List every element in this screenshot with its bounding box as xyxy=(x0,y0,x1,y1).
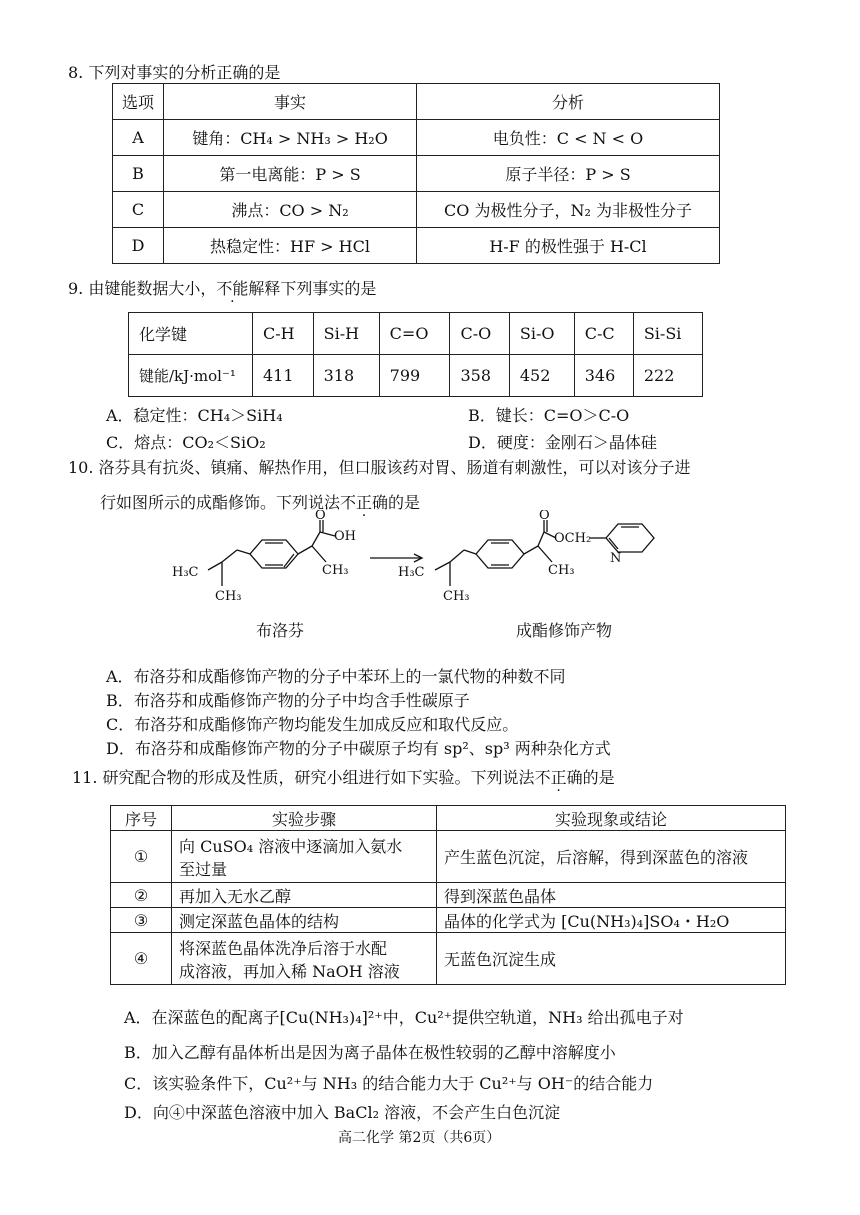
q11-row-result: 得到深蓝色晶体 xyxy=(437,883,786,908)
bond-line xyxy=(298,546,312,554)
table-row xyxy=(111,933,786,985)
q11-row-no: ④ xyxy=(111,933,172,985)
q9-energy: 318 xyxy=(313,355,379,397)
q8-row-option: B xyxy=(113,156,164,192)
q10-stem-emphasis: 不正确 xyxy=(340,493,389,512)
q9-stem-before: 由键能数据大小， xyxy=(88,279,217,298)
q9-energy: 799 xyxy=(379,355,450,397)
bond-line xyxy=(450,550,464,562)
q11-step-line2: 至过量 xyxy=(179,859,228,879)
q11-option-b: B．加入乙醇有晶体析出是因为离子晶体在极性较弱的乙醇中溶解度小 xyxy=(124,1043,616,1062)
table-row xyxy=(113,120,720,156)
q9-energy: 452 xyxy=(509,355,574,397)
q10-label-ibuprofen: 布洛芬 xyxy=(256,621,305,640)
bond-line xyxy=(320,532,335,536)
q11-row-step: 再加入无水乙醇 xyxy=(172,883,437,908)
q9-table xyxy=(128,312,703,397)
chem-o-left: O xyxy=(315,510,326,523)
chem-h3c-right: H₃C xyxy=(398,565,425,580)
chem-n: N xyxy=(610,551,622,566)
bond-line xyxy=(237,550,250,554)
table-row xyxy=(129,313,703,355)
q11-option-c: C．该实验条件下，Cu²⁺与 NH₃ 的结合能力大于 Cu²⁺与 OH⁻的结合能力 xyxy=(124,1074,654,1093)
table-row xyxy=(113,156,720,192)
chem-ch3-left: CH₃ xyxy=(322,563,349,578)
q10-stem-after: 的是 xyxy=(388,493,421,512)
q11-step-line1: 将深蓝色晶体洗净后溶于水配 xyxy=(179,938,388,958)
q9-stem-after: 解释下列事实的是 xyxy=(248,279,377,298)
q11-row-result: 晶体的化学式为 [Cu(NH₃)₄]SO₄・H₂O xyxy=(437,908,786,933)
q11-step-line1: 向 CuSO₄ 溶液中逐滴加入氨水 xyxy=(179,836,403,856)
chem-o-right: O xyxy=(539,510,550,523)
q9-option-c: C．熔点：CO₂＜SiO₂ xyxy=(106,433,266,452)
q8-row-option: D xyxy=(113,228,164,264)
q8-row-analysis: H-F 的极性强于 H-Cl xyxy=(417,228,720,264)
q8-table xyxy=(112,83,720,264)
bond-line xyxy=(538,532,544,546)
q8-header-option: 选项 xyxy=(113,84,164,120)
q10-option-a: A．布洛芬和成酯修饰产物的分子中苯环上的一氯代物的种数不同 xyxy=(106,667,566,686)
table-row xyxy=(113,228,720,264)
bond-line xyxy=(208,562,222,570)
q10-stem-line1 xyxy=(68,455,691,478)
table-row xyxy=(129,355,703,397)
q11-row-no: ① xyxy=(111,831,172,883)
chem-och2: OCH₂ xyxy=(554,531,592,546)
q10-number: 10. xyxy=(68,458,94,477)
q8-stem xyxy=(68,60,280,83)
chem-oh: OH xyxy=(334,529,356,544)
chem-ch3-bottom-right: CH₃ xyxy=(443,589,470,604)
q11-header-no: 序号 xyxy=(111,806,172,831)
bond-line xyxy=(312,532,320,546)
q9-energy: 346 xyxy=(574,355,633,397)
table-row xyxy=(111,831,786,883)
benzene-ring xyxy=(250,540,298,568)
q9-bond: Si-O xyxy=(509,313,574,355)
q10-option-b: B．布洛芬和成酯修饰产物的分子中均含手性碳原子 xyxy=(106,691,470,710)
table-row xyxy=(111,908,786,933)
q9-energy: 222 xyxy=(633,355,702,397)
bond-line xyxy=(435,562,450,570)
q11-row-no: ② xyxy=(111,883,172,908)
bond-line xyxy=(312,546,326,562)
q9-label-bond: 化学键 xyxy=(129,313,253,355)
q8-stem-text: 下列对事实的分析正确的是 xyxy=(88,63,281,82)
q8-row-analysis: CO 为极性分子，N₂ 为非极性分子 xyxy=(417,192,720,228)
q11-option-d: D．向④中深蓝色溶液中加入 BaCl₂ 溶液，不会产生白色沉淀 xyxy=(124,1103,561,1122)
q11-option-a: A．在深蓝色的配离子[Cu(NH₃)₄]²⁺中，Cu²⁺提供空轨道，NH₃ 给出孤电子对 xyxy=(124,1008,684,1027)
q8-row-fact: 沸点：CO > N₂ xyxy=(164,192,417,228)
q8-number: 8. xyxy=(68,63,84,82)
q11-table xyxy=(110,805,786,985)
q11-number: 11. xyxy=(72,768,98,787)
q8-row-option: A xyxy=(113,120,164,156)
q10-option-c: C．布洛芬和成酯修饰产物均能发生加成反应和取代反应。 xyxy=(106,715,519,734)
q11-step-line2: 成溶液，再加入稀 NaOH 溶液 xyxy=(179,961,400,981)
q8-row-fact: 热稳定性：HF > HCl xyxy=(164,228,417,264)
q9-bond: C-C xyxy=(574,313,633,355)
q8-header-analysis: 分析 xyxy=(417,84,720,120)
q11-header-result: 实验现象或结论 xyxy=(437,806,786,831)
q8-header-fact: 事实 xyxy=(164,84,417,120)
benzene-ring xyxy=(476,540,524,568)
bond-line xyxy=(524,546,538,554)
chem-h3c-left: H₃C xyxy=(172,565,199,580)
q11-row-step: 测定深蓝色晶体的结构 xyxy=(172,908,437,933)
q11-stem xyxy=(72,765,615,788)
q9-bond: C-O xyxy=(450,313,509,355)
q11-row-result: 产生蓝色沉淀，后溶解，得到深蓝色的溶液 xyxy=(437,831,786,883)
q9-option-a: A．稳定性：CH₄＞SiH₄ xyxy=(106,406,283,425)
q8-row-analysis: 原子半径：P > S xyxy=(417,156,720,192)
q9-option-b: B．键长：C=O＞C-O xyxy=(468,406,630,425)
q8-row-analysis: 电负性：C < N < O xyxy=(417,120,720,156)
table-row xyxy=(111,883,786,908)
q9-bond: C-H xyxy=(253,313,314,355)
q10-label-ester: 成酯修饰产物 xyxy=(516,621,613,640)
q11-row-result: 无蓝色沉淀生成 xyxy=(437,933,786,985)
q11-row-no: ③ xyxy=(111,908,172,933)
q11-row-step xyxy=(172,933,437,985)
q10-stem-before: 行如图所示的成酯修饰。下列说法 xyxy=(100,493,341,512)
q10-stem-text: 洛芬具有抗炎、镇痛、解热作用，但口服该药对胃、肠道有刺激性，可以对该分子进 xyxy=(98,458,691,477)
bond-line xyxy=(464,550,476,554)
q11-stem-emphasis: 不正确 xyxy=(534,768,583,787)
chem-ch3-bottom-left: CH₃ xyxy=(215,589,242,604)
chem-ch3-right: CH₃ xyxy=(548,563,575,578)
q8-row-fact: 第一电离能：P > S xyxy=(164,156,417,192)
q11-row-step xyxy=(172,831,437,883)
bond-line xyxy=(222,550,237,562)
page-footer: 高二化学 第2页（共6页） xyxy=(338,1130,501,1146)
q11-stem-after: 的是 xyxy=(582,768,615,787)
q11-stem-before: 研究配合物的形成及性质，研究小组进行如下实验。下列说法 xyxy=(102,768,535,787)
q9-option-d: D．硬度：金刚石＞晶体硅 xyxy=(468,433,657,452)
q9-stem-emphasis: 不能 xyxy=(216,279,249,298)
q9-energy: 411 xyxy=(253,355,314,397)
q9-bond: Si-Si xyxy=(633,313,702,355)
q8-row-option: C xyxy=(113,192,164,228)
pyridine-ring xyxy=(606,524,654,552)
table-row xyxy=(113,192,720,228)
q8-row-fact: 键角：CH₄ > NH₃ > H₂O xyxy=(164,120,417,156)
q9-energy: 358 xyxy=(450,355,509,397)
q10-option-d: D．布洛芬和成酯修饰产物的分子中碳原子均有 sp²、sp³ 两种杂化方式 xyxy=(106,739,611,758)
q10-reaction-diagram xyxy=(160,510,680,610)
q9-number: 9. xyxy=(68,279,84,298)
bond-line xyxy=(538,546,552,562)
q9-stem xyxy=(68,276,376,299)
q9-label-energy: 键能/kJ·mol⁻¹ xyxy=(129,355,253,397)
q9-bond: Si-H xyxy=(313,313,379,355)
q11-header-step: 实验步骤 xyxy=(172,806,437,831)
q9-bond: C=O xyxy=(379,313,450,355)
